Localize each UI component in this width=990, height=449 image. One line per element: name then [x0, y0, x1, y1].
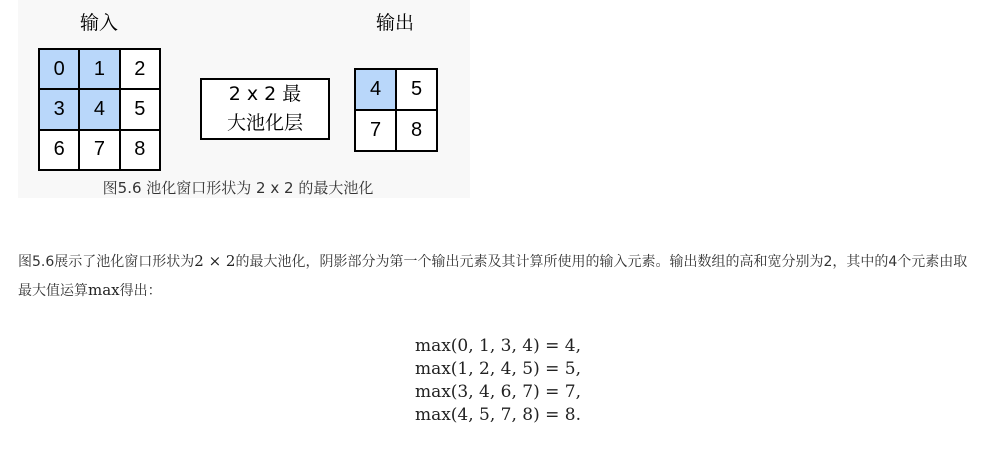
pooling-figure — [18, 0, 470, 198]
operation-line-2: 大池化层 — [226, 112, 303, 134]
input-cell-6: 6 — [40, 131, 80, 171]
input-cell-1: 1 — [80, 50, 120, 90]
input-cell-3: 3 — [40, 90, 80, 130]
input-cell-5: 5 — [121, 90, 161, 130]
equation-line: max(0, 1, 3, 4) = 4, — [414, 336, 582, 356]
input-cell-0: 0 — [40, 50, 80, 90]
output-cell-0: 4 — [356, 70, 397, 111]
output-grid — [354, 68, 438, 152]
paragraph-text-1: 图5.6展示了池化窗口形状为 — [18, 254, 195, 270]
output-cell-1: 5 — [397, 70, 438, 111]
output-cell-2: 7 — [356, 111, 397, 152]
input-cell-4: 4 — [80, 90, 120, 130]
figure-caption: 图5.6 池化窗口形状为 2 x 2 的最大池化 — [102, 179, 374, 197]
output-label: 输出 — [376, 12, 415, 34]
description-paragraph — [18, 247, 978, 305]
paragraph-math-window-size: 2 × 2 — [194, 252, 236, 270]
equation-block — [380, 335, 616, 427]
input-grid — [38, 48, 161, 171]
input-label: 输入 — [80, 12, 119, 34]
operation-line-1: 2 x 2 最 — [228, 83, 302, 105]
input-cell-2: 2 — [121, 50, 161, 90]
equation-line: max(1, 2, 4, 5) = 5, — [414, 359, 582, 379]
paragraph-text-3: 得出： — [119, 283, 162, 299]
paragraph-math-max: max — [88, 281, 120, 299]
equation-line: max(3, 4, 6, 7) = 7, — [414, 382, 582, 402]
max-pooling-layer-box — [200, 78, 330, 140]
input-cell-7: 7 — [80, 131, 120, 171]
input-cell-8: 8 — [121, 131, 161, 171]
output-cell-3: 8 — [397, 111, 438, 152]
equation-line: max(4, 5, 7, 8) = 8. — [414, 405, 582, 425]
paragraph-text-2: 的最大池化，阴影部分为第一个输出元素及其计算所使用的输入元素。输出数组的高和宽分别为2，其中的4个元素由取最大值运算 — [18, 254, 968, 299]
